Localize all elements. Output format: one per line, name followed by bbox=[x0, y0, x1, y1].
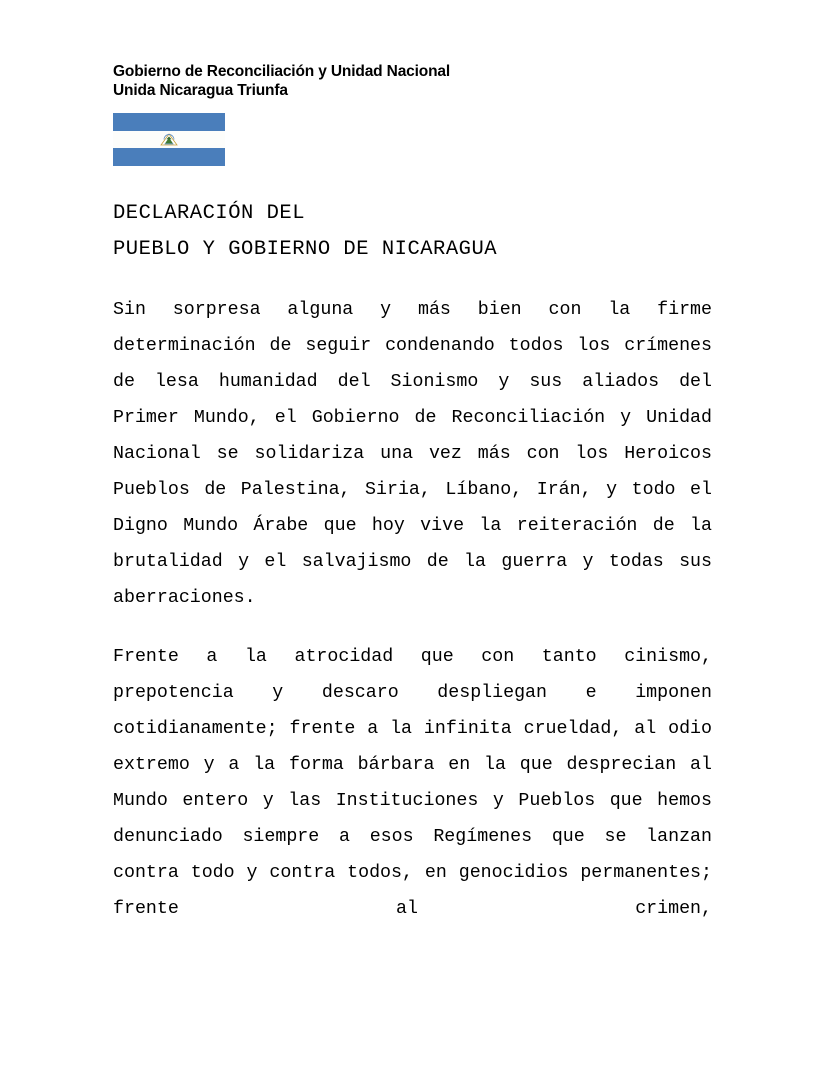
declaration-title-line-2: PUEBLO Y GOBIERNO DE NICARAGUA bbox=[113, 238, 498, 261]
nicaragua-flag bbox=[113, 113, 225, 166]
nicaragua-coat-of-arms-emblem bbox=[160, 133, 178, 146]
paragraph-1: Sin sorpresa alguna y más bien con la firme determinación de seguir condenando todos los crímenes de lesa humanidad del Sionismo y sus aliados del Primer Mundo, el Gobierno de Reconciliación y Unidad Nacional se solidariza una vez más con los Heroicos Pueblos de Palestina, Siria, Líbano, Irán, y todo el Digno Mundo Árabe que hoy vive la reiteración de la brutalidad y el salvajismo de la guerra y todas sus aberraciones. bbox=[113, 300, 712, 608]
letterhead-line-2: Unida Nicaragua Triunfa bbox=[113, 82, 288, 99]
flag-stripe-top bbox=[113, 113, 225, 131]
flag-stripe-bottom bbox=[113, 148, 225, 166]
declaration-body bbox=[113, 196, 712, 963]
title-spacer bbox=[113, 268, 712, 292]
paragraph-2: Frente a la atrocidad que con tanto cinismo, prepotencia y descaro despliegan e imponen cotidianamente; frente a la infinita crueldad, al odio extremo y a la forma bárbara en la que desprecian al Mundo entero y las Instituciones y Pueblos que hemos denunciado siempre a esos Regímenes que se lanzan contra todo y contra todos, en genocidios permanentes; frente al crimen, bbox=[113, 647, 712, 919]
letterhead bbox=[113, 62, 733, 100]
declaration-title-line-1: DECLARACIÓN DEL bbox=[113, 202, 306, 225]
letterhead-line-1: Gobierno de Reconciliación y Unidad Nacional bbox=[113, 63, 451, 80]
